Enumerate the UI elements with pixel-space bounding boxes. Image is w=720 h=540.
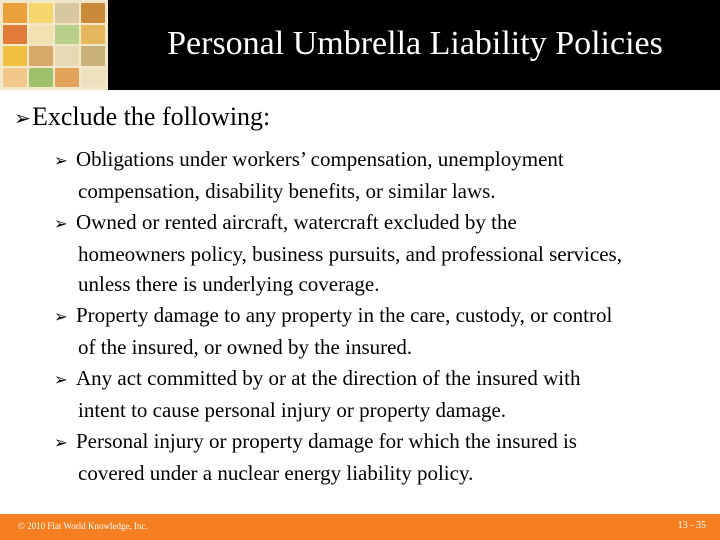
sub-bullet-line	[54, 332, 714, 362]
logo-tile	[3, 68, 27, 88]
copyright-text: © 2010 Flat World Knowledge, Inc.	[18, 521, 148, 531]
sub-bullet-line	[54, 239, 714, 269]
logo-tile	[3, 25, 27, 45]
sub-bullet-text: Property damage to any property in the care, custody, or control	[76, 303, 613, 327]
logo-tile	[81, 68, 105, 88]
sub-bullet-text: Personal injury or property damage for which the insured is	[76, 429, 577, 453]
sub-bullet-item	[54, 363, 714, 425]
sub-bullet-text: of the insured, or owned by the insured.	[78, 335, 413, 359]
page-number: 13 - 35	[677, 520, 706, 531]
textbook-cover-thumbnail-icon	[0, 0, 108, 90]
logo-tile	[29, 3, 53, 23]
arrow-bullet-icon: ➢	[54, 151, 68, 170]
arrow-bullet-icon: ➢	[14, 106, 31, 130]
arrow-bullet-icon: ➢	[54, 370, 68, 389]
sub-bullet-item	[54, 207, 714, 299]
sub-bullet-line	[54, 269, 714, 299]
sub-bullet-line	[54, 426, 714, 458]
logo-tile	[29, 68, 53, 88]
sub-bullet-text: Owned or rented aircraft, watercraft excluded by the	[76, 210, 517, 234]
sub-bullet-text: unless there is underlying coverage.	[78, 272, 380, 296]
arrow-bullet-icon: ➢	[54, 214, 68, 233]
logo-tile	[3, 3, 27, 23]
sub-bullet-text: intent to cause personal injury or property damage.	[78, 398, 507, 422]
sub-bullet-line	[54, 207, 714, 239]
sub-bullet-line	[54, 144, 714, 176]
logo-tile	[3, 46, 27, 66]
logo-tile	[55, 3, 79, 23]
sub-bullet-line	[54, 363, 714, 395]
sub-bullet-item	[54, 300, 714, 362]
logo-tile	[29, 25, 53, 45]
logo-tile	[29, 46, 53, 66]
logo-tile	[55, 68, 79, 88]
logo-tile	[81, 46, 105, 66]
sub-bullet-item	[54, 144, 714, 206]
sub-bullet-text: Obligations under workers’ compensation, unemployment	[76, 147, 564, 171]
sub-bullet-line	[54, 395, 714, 425]
sub-bullet-line	[54, 300, 714, 332]
slide-footer	[0, 514, 720, 540]
sub-bullet-item	[54, 426, 714, 488]
sub-bullet-text: homeowners policy, business pursuits, and professional services,	[78, 242, 622, 266]
logo-tile	[55, 46, 79, 66]
logo-tile	[81, 25, 105, 45]
sub-bullet-text: covered under a nuclear energy liability policy.	[78, 461, 474, 485]
sub-bullet-text: compensation, disability benefits, or similar laws.	[78, 179, 496, 203]
arrow-bullet-icon: ➢	[54, 433, 68, 452]
slide-header	[0, 0, 720, 90]
logo-tile	[55, 25, 79, 45]
main-bullet	[14, 102, 270, 133]
slide-title: Personal Umbrella Liability Policies	[167, 25, 663, 62]
sub-bullet-line	[54, 458, 714, 488]
main-bullet-text: Exclude the following:	[32, 102, 271, 131]
logo-tile	[81, 3, 105, 23]
sub-bullet-line	[54, 176, 714, 206]
sub-bullet-text: Any act committed by or at the direction of the insured with	[76, 366, 581, 390]
arrow-bullet-icon: ➢	[54, 307, 68, 326]
